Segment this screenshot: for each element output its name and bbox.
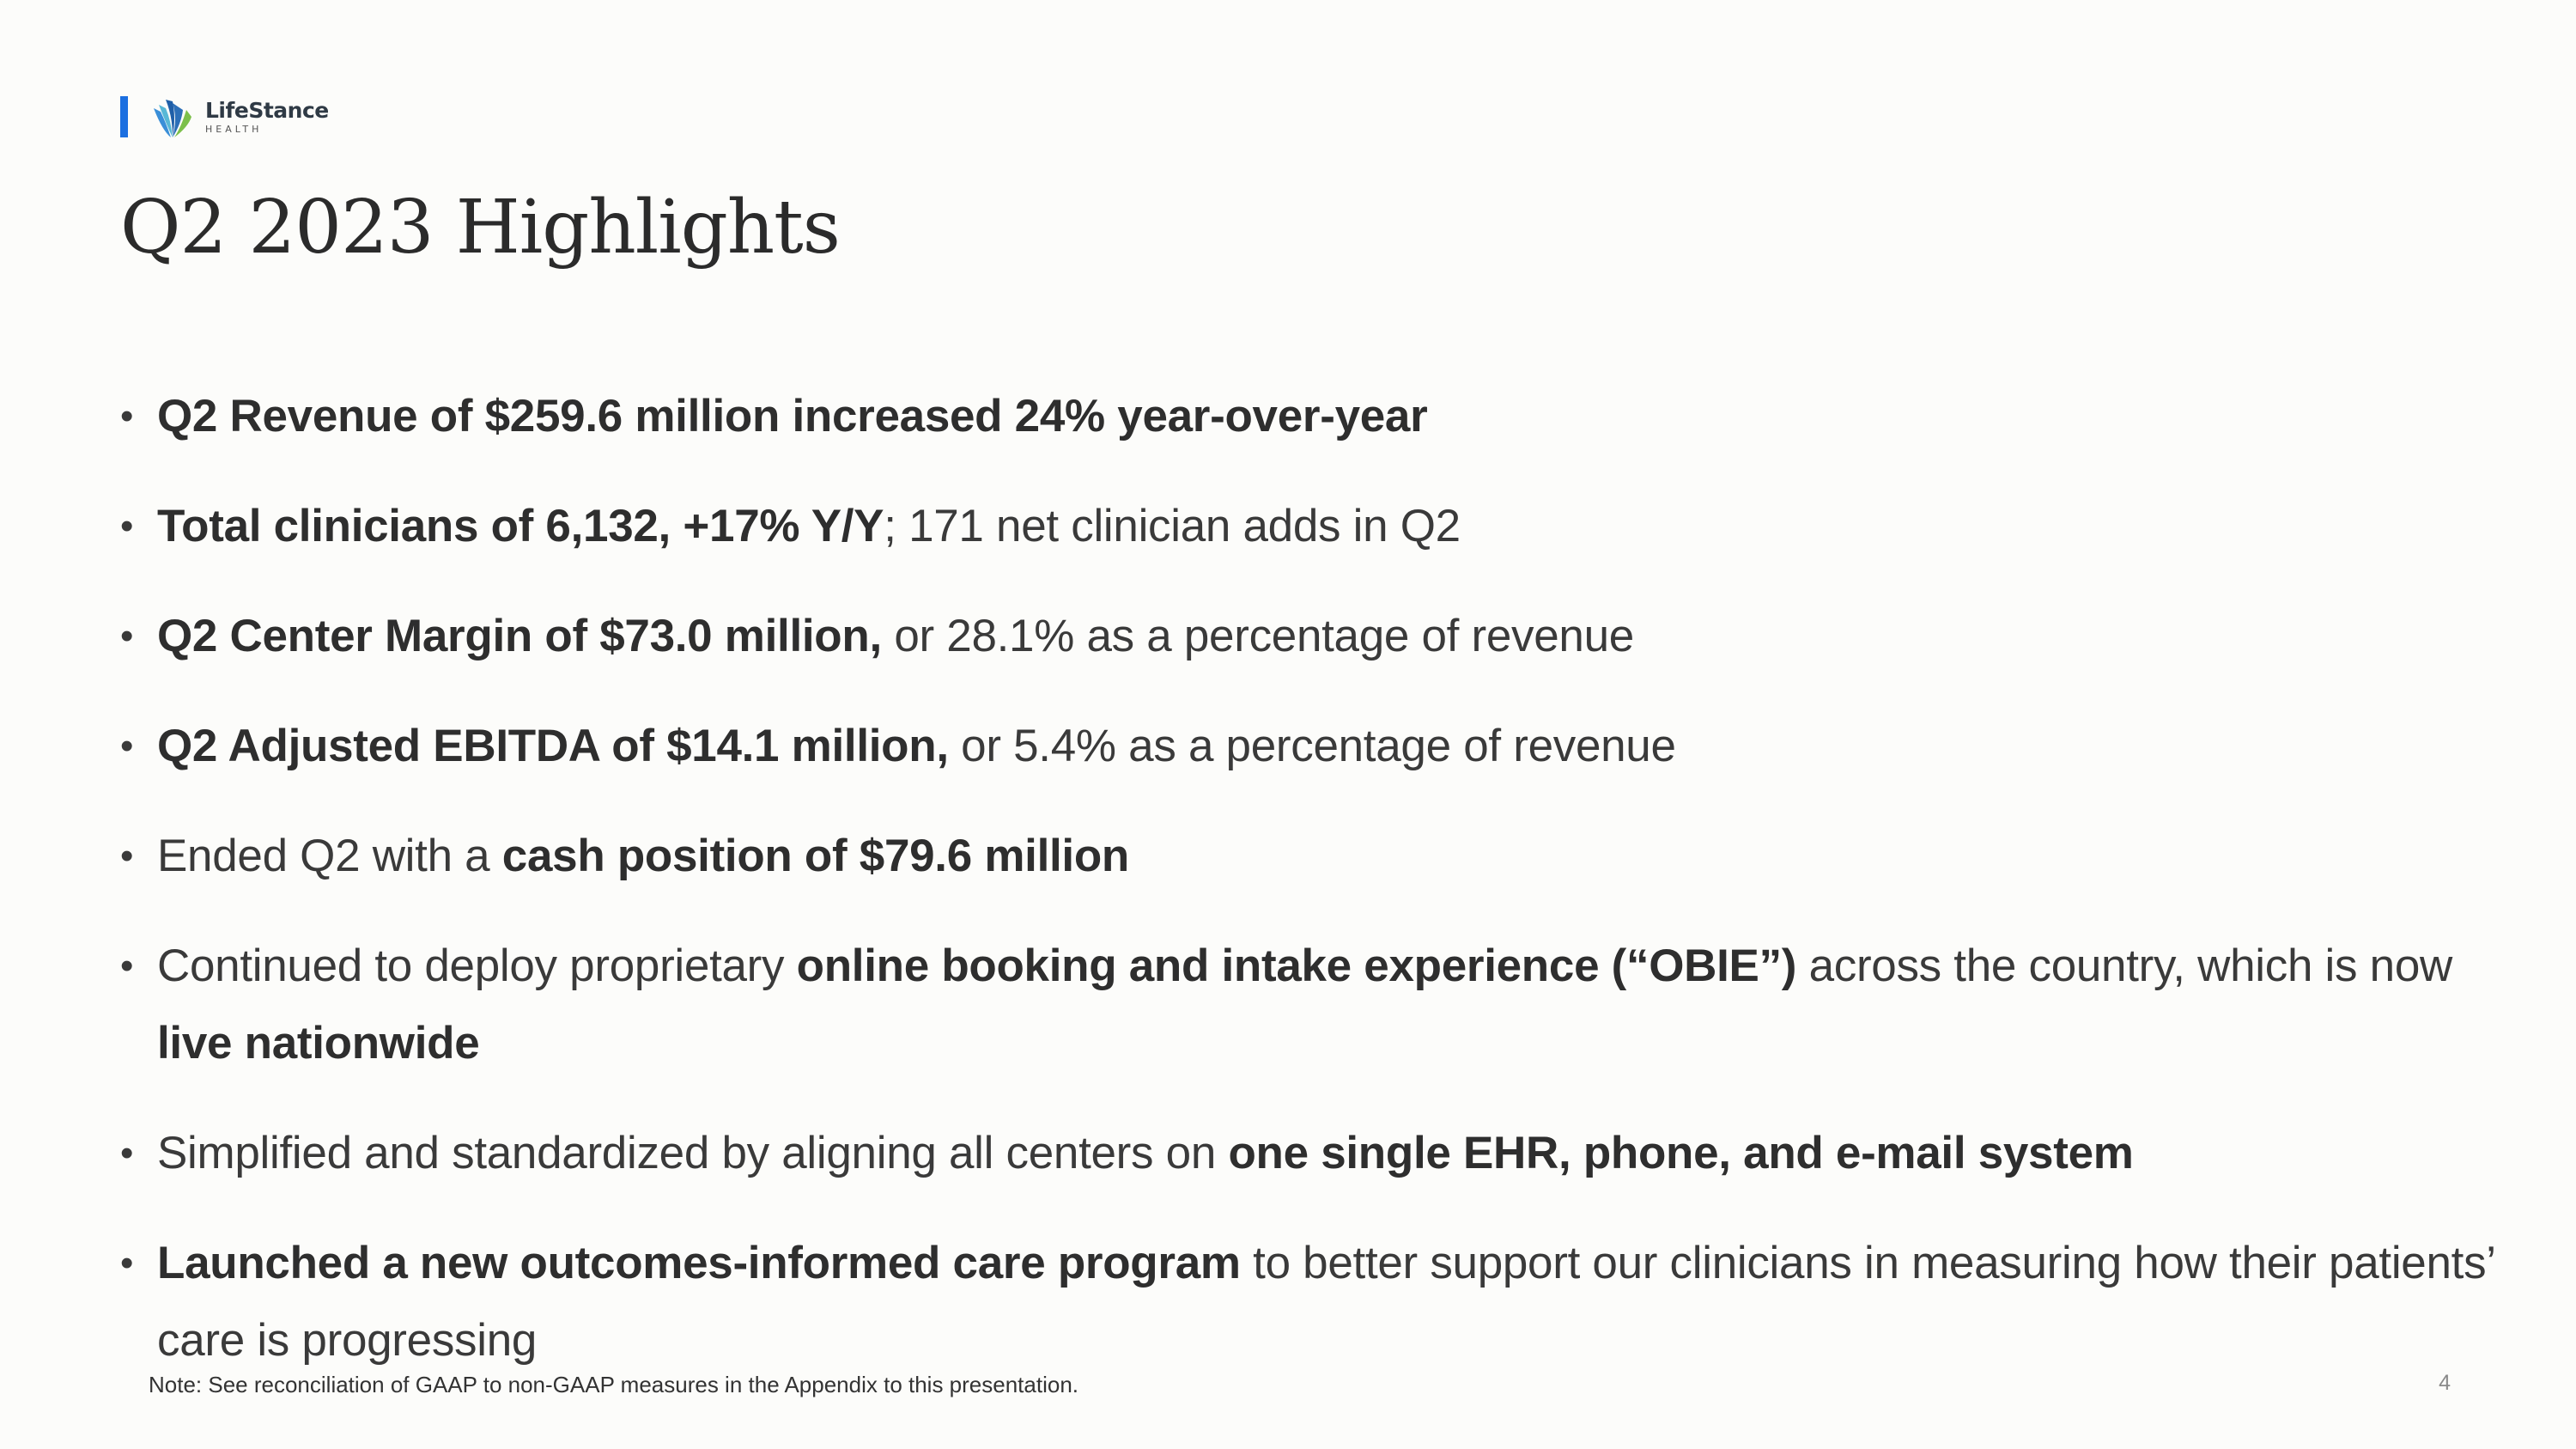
bullet-bold-text: one single EHR, phone, and e-mail system	[1228, 1128, 2134, 1178]
bullet-text: or 28.1% as a percentage of revenue	[881, 611, 1634, 661]
bullet-clinicians	[120, 488, 2524, 565]
bullet-bold-text: cash position of $79.6 million	[501, 831, 1130, 881]
logo-subtitle: HEALTH	[205, 124, 263, 135]
bullet-text: across the country, which is now	[1796, 941, 2452, 991]
bullet-care-program	[120, 1225, 2524, 1379]
bullet-text: Simplified and standardized by aligning all centers on	[157, 1128, 1229, 1178]
highlights-list	[120, 378, 2524, 1412]
bullet-text: to better support our clinicians in measuring how their patients’ care is progressing	[157, 1238, 2494, 1366]
footnote: Note: See reconciliation of GAAP to non-GAAP measures in the Appendix to this presentation.	[149, 1372, 1079, 1397]
company-logo	[120, 93, 329, 141]
bullet-bold-text: Q2 Center Margin of $73.0 million,	[157, 611, 882, 661]
logo-name: LifeStance	[205, 98, 329, 123]
bullet-bold-text: online booking and intake experience (“OBIE”)	[796, 941, 1797, 991]
bullet-bold-text: live nationwide	[157, 1018, 480, 1068]
bullet-revenue	[120, 378, 2524, 455]
bullet-bold-text: Q2 Adjusted EBITDA of $14.1 million,	[157, 721, 949, 771]
bullet-bold-text: Launched a new outcomes-informed care program	[157, 1238, 1241, 1288]
bullet-ehr-system	[120, 1115, 2524, 1192]
bullet-text: Continued to deploy proprietary	[157, 941, 797, 991]
bullet-obie	[120, 928, 2524, 1082]
logo-accent-bar	[120, 96, 128, 137]
bullet-center-margin	[120, 598, 2524, 675]
lifestance-logo-icon	[147, 93, 195, 141]
page-number: 4	[2439, 1371, 2451, 1395]
bullet-text: Ended Q2 with a	[157, 831, 502, 881]
logo-wordmark	[205, 100, 329, 134]
bullet-text: ; 171 net clinician adds in Q2	[884, 501, 1461, 551]
bullet-text: or 5.4% as a percentage of revenue	[948, 721, 1676, 771]
bullet-bold-text: Q2 Revenue of $259.6 million increased 24% year-over-year	[157, 391, 1428, 441]
bullet-adjusted-ebitda	[120, 708, 2524, 785]
slide-title: Q2 2023 Highlights	[120, 185, 840, 271]
bullet-bold-text: Total clinicians of 6,132, +17% Y/Y	[157, 501, 884, 551]
bullet-cash-position	[120, 818, 2524, 895]
